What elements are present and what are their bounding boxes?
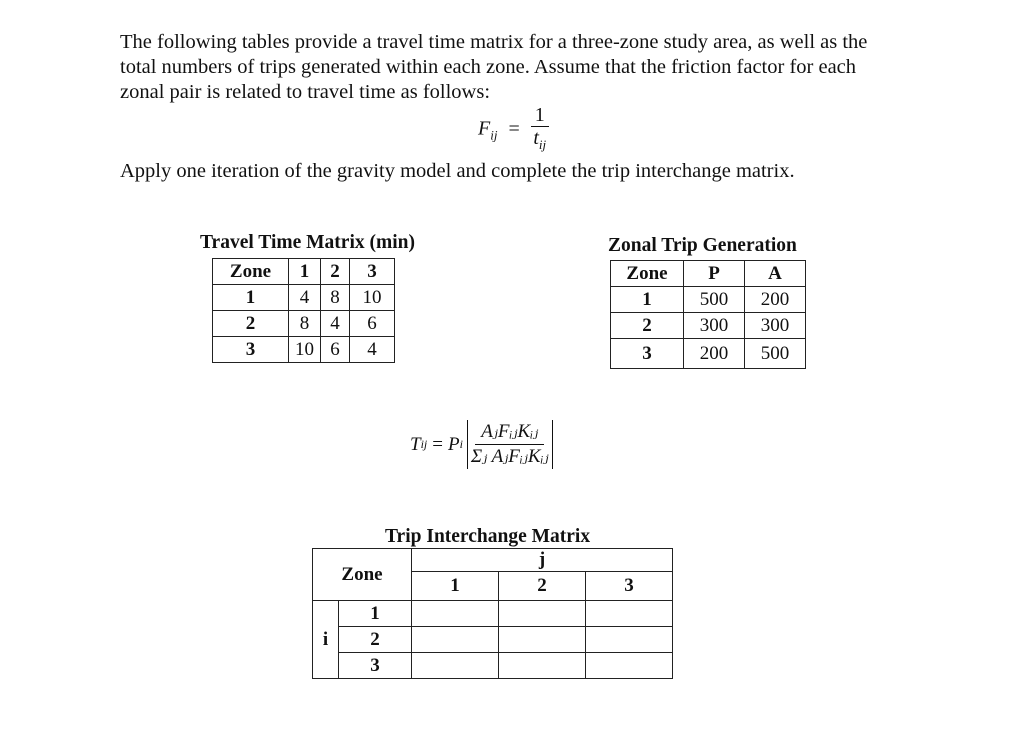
gravity-equals: = [432, 433, 443, 455]
gravity-factor-sub: i [459, 437, 463, 451]
friction-lhs: F [478, 117, 491, 140]
table-cell: 4 [321, 311, 350, 337]
row-header: 3 [339, 653, 412, 679]
table-row [313, 549, 673, 572]
table-cell: 4 [350, 337, 395, 363]
table-cell: 500 [684, 287, 745, 313]
friction-numerator: 1 [531, 104, 549, 127]
intro-line-2: total numbers of trips generated within each zone. Assume that the friction factor for each [120, 56, 857, 78]
table-cell[interactable] [586, 653, 673, 679]
trip-interchange-title: Trip Interchange Matrix [385, 526, 591, 547]
table-header: A [745, 261, 806, 287]
table-row [213, 259, 395, 285]
table-header: Zone [611, 261, 684, 287]
instruction-text: Apply one iteration of the gravity model and complete the trip interchange matrix. [120, 160, 795, 182]
table-row [213, 285, 395, 311]
table-cell: 6 [350, 311, 395, 337]
table-row [213, 337, 395, 363]
table-header: 1 [289, 259, 321, 285]
table-cell: 8 [289, 311, 321, 337]
table-cell[interactable] [499, 627, 586, 653]
table-header: Zone [213, 259, 289, 285]
column-header: 3 [586, 572, 673, 601]
friction-equals: = [508, 117, 520, 140]
intro-line-3: zonal pair is related to travel time as follows: [120, 81, 491, 103]
table-row [611, 313, 806, 339]
trip-interchange-table [312, 548, 673, 679]
gravity-model-equation [410, 420, 553, 469]
zonal-generation-title: Zonal Trip Generation [608, 235, 797, 256]
table-header: 3 [350, 259, 395, 285]
travel-time-table [212, 258, 395, 363]
table-row [313, 627, 673, 653]
table-cell[interactable] [499, 653, 586, 679]
zonal-generation-table [610, 260, 806, 369]
table-cell: 10 [350, 285, 395, 311]
table-row [213, 311, 395, 337]
row-header: 3 [611, 339, 684, 369]
table-cell: 200 [684, 339, 745, 369]
table-header: P [684, 261, 745, 287]
gravity-lhs-sub: ij [420, 437, 428, 451]
table-cell[interactable] [586, 627, 673, 653]
i-label: i [313, 601, 339, 679]
table-row [611, 261, 806, 287]
gravity-bracket [467, 420, 553, 469]
table-cell: 4 [289, 285, 321, 311]
j-label: j [412, 549, 673, 572]
friction-denominator-sub: ij [538, 137, 547, 152]
row-header: 1 [213, 285, 289, 311]
table-cell[interactable] [412, 601, 499, 627]
friction-denominator-var: t [533, 127, 539, 149]
friction-factor-equation [478, 104, 549, 156]
gravity-denominator: Σⱼ AⱼFᵢⱼKᵢⱼ [470, 446, 549, 467]
table-cell: 10 [289, 337, 321, 363]
gravity-factor: P [447, 433, 460, 455]
table-row [611, 339, 806, 369]
intro-paragraph [120, 30, 910, 105]
zone-header: Zone [313, 549, 412, 601]
row-header: 1 [339, 601, 412, 627]
intro-line-1: The following tables provide a travel time matrix for a three-zone study area, as well as the [120, 31, 868, 53]
row-header: 2 [611, 313, 684, 339]
table-cell: 6 [321, 337, 350, 363]
travel-time-title: Travel Time Matrix (min) [200, 232, 415, 253]
table-cell: 300 [745, 313, 806, 339]
table-cell: 500 [745, 339, 806, 369]
table-row [611, 287, 806, 313]
friction-denominator [533, 127, 546, 156]
row-header: 2 [213, 311, 289, 337]
gravity-numerator: AⱼFᵢⱼKᵢⱼ [475, 420, 544, 445]
table-cell[interactable] [499, 601, 586, 627]
column-header: 2 [499, 572, 586, 601]
table-row [313, 653, 673, 679]
row-header: 3 [213, 337, 289, 363]
row-header: 2 [339, 627, 412, 653]
table-cell[interactable] [412, 653, 499, 679]
column-header: 1 [412, 572, 499, 601]
friction-fraction [531, 104, 549, 156]
table-cell: 8 [321, 285, 350, 311]
gravity-lhs: T [410, 433, 421, 455]
table-row [313, 601, 673, 627]
table-header: 2 [321, 259, 350, 285]
table-cell: 300 [684, 313, 745, 339]
friction-lhs-sub: ij [490, 127, 498, 143]
table-cell[interactable] [412, 627, 499, 653]
table-cell[interactable] [586, 601, 673, 627]
table-cell: 200 [745, 287, 806, 313]
row-header: 1 [611, 287, 684, 313]
